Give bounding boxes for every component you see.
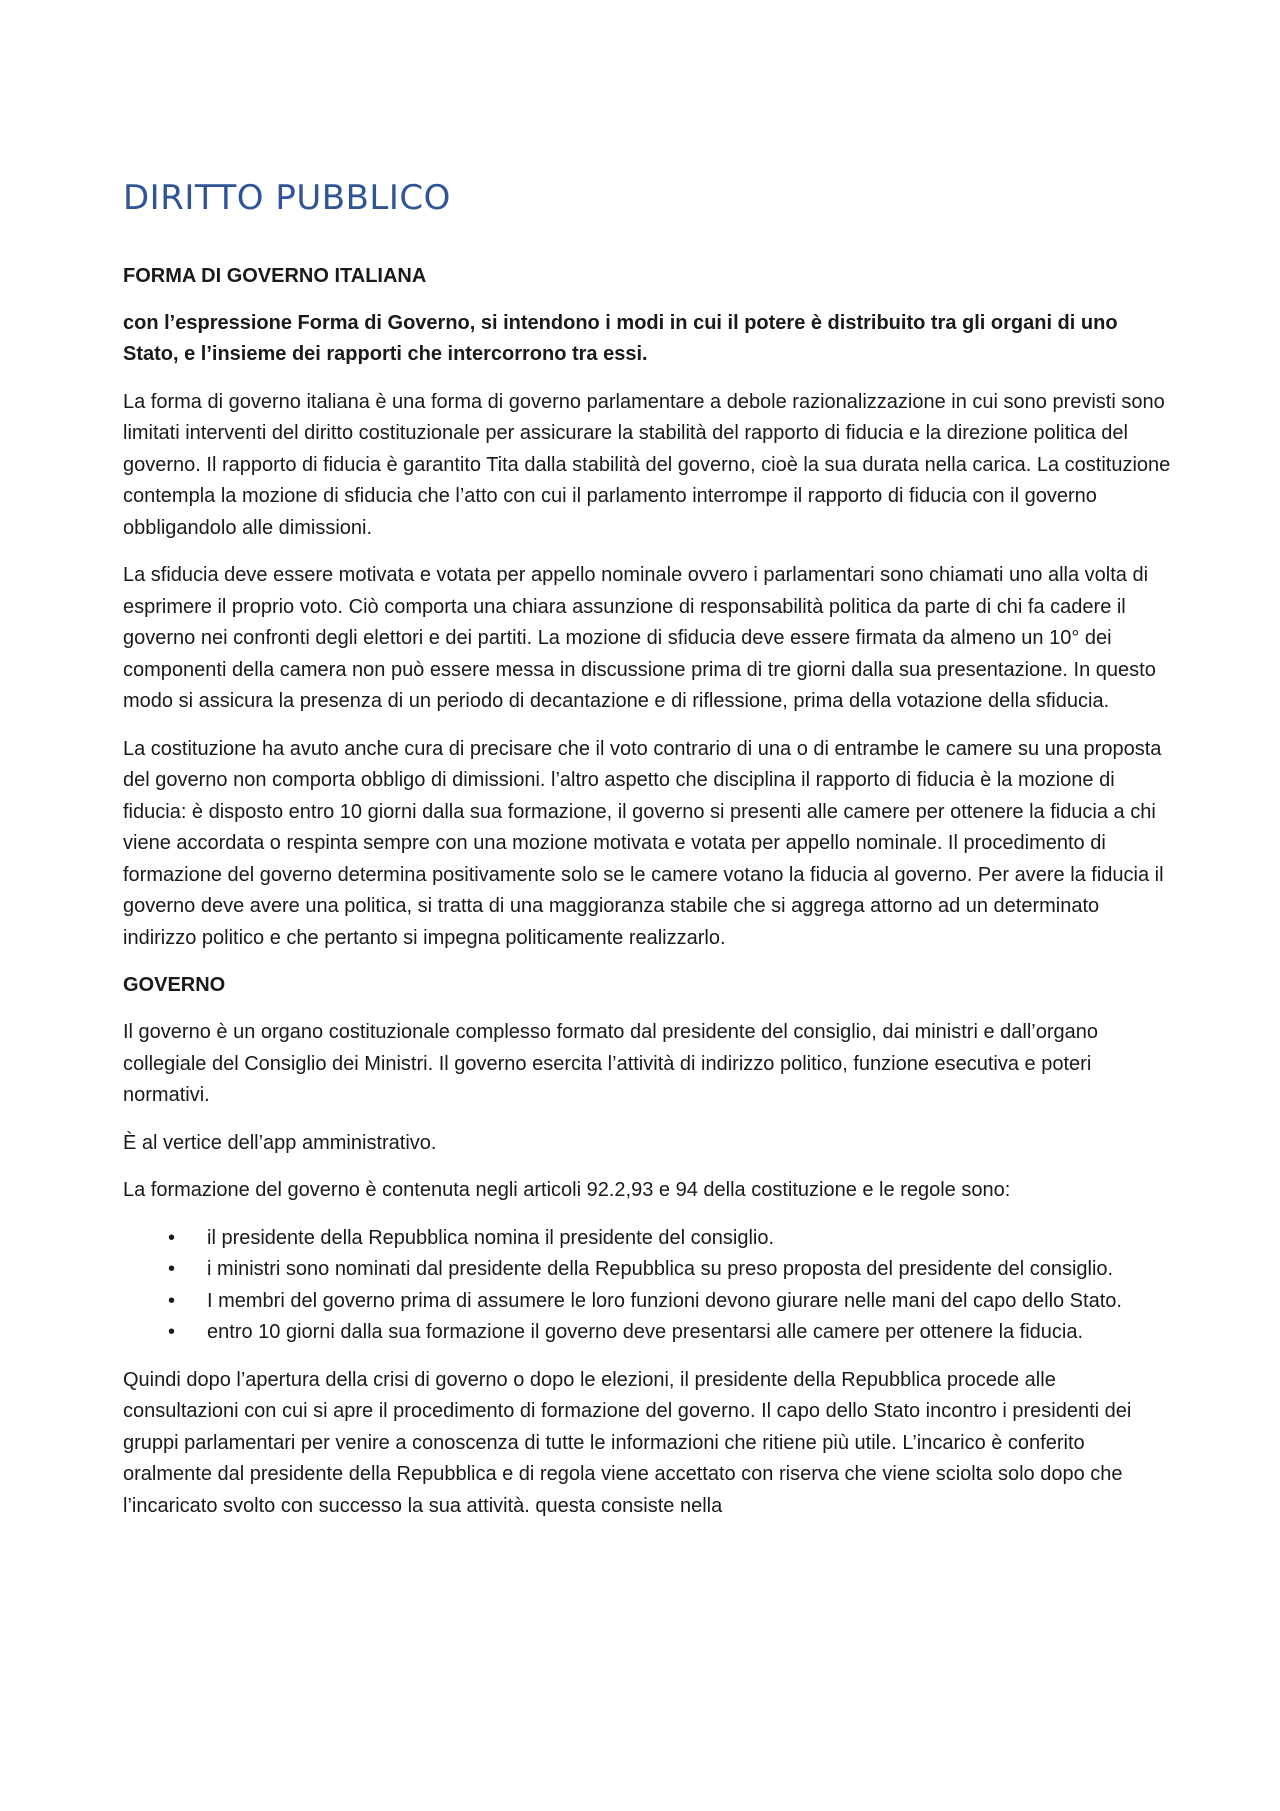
paragraph: La costituzione ha avuto anche cura di precisare che il voto contrario di una o di entrambe le camere su una proposta del governo non comporta obbligo di dimissioni. l’altro aspetto che disciplina il rapporto di fiducia è la mozione di fiducia: è disposto entro 10 giorni dalla sua formazione, il governo si presenti alle camere per ottenere la fiducia a chi viene accordata o respinta sempre con una mozione motivata e votata per appello nominale. Il procedimento di formazione del governo determina positivamente solo se le camere votano la fiducia al governo. Per avere la fiducia il governo deve avere una politica, si tratta di una maggioranza stabile che si aggrega attorno ad un determinato indirizzo politico e che pertanto si impegna politicamente realizzarlo. — [123, 737, 1164, 949]
paragraph: È al vertice dell’app amministrativo. — [123, 1131, 437, 1154]
document-page — [123, 178, 1175, 1538]
paragraph: Il governo è un organo costituzionale complesso formato dal presidente del consiglio, dai ministri e dall’organo collegiale del Consiglio dei Ministri. Il governo esercita l’attività di indirizzo politico, funzione esecutiva e poteri normativi. — [123, 1021, 1098, 1107]
list-item-text: il presidente della Repubblica nomina il presidente del consiglio. — [207, 1226, 775, 1249]
bullet-icon: • — [168, 1321, 176, 1344]
closing-paragraph: Quindi dopo l’apertura della crisi di governo o dopo le elezioni, il presidente della Repubblica procede alle consultazioni con cui si apre il procedimento di formazione del governo. Il capo dello Stato incontro i presidenti dei gruppi parlamentari per venire a conoscenza di tutte le informazioni che ritiene più utile. L’incarico è conferito oralmente dal presidente della Repubblica e di regola viene accettato con riserva che viene sciolta solo dopo che l’incaricato svolto con successo la sua attività. questa consiste nella — [123, 1368, 1132, 1517]
bullet-icon: • — [168, 1226, 176, 1249]
list-item — [123, 1254, 1175, 1286]
section-heading-forma-di-governo: FORMA DI GOVERNO ITALIANA — [123, 264, 427, 287]
list-item-text: I membri del governo prima di assumere le loro funzioni devono giurare nelle mani del capo dello Stato. — [207, 1289, 1122, 1312]
paragraph: La forma di governo italiana è una forma di governo parlamentare a debole razionalizzazione in cui sono previsti sono limitati interventi del diritto costituzionale per assicurare la stabilità del rapporto di fiducia e la direzione politica del governo. Il rapporto di fiducia è garantito Tita dalla stabilità del governo, cioè la sua durata nella carica. La costituzione contempla la mozione di sfiducia che l’atto con cui il parlamento interrompe il rapporto di fiducia con il governo obbligandolo alle dimissioni. — [123, 390, 1171, 539]
paragraph: La formazione del governo è contenuta negli articoli 92.2,93 e 94 della costituzione e le regole sono: — [123, 1179, 1011, 1202]
list-item-text: i ministri sono nominati dal presidente della Repubblica su preso proposta del presidente del consiglio. — [207, 1258, 1114, 1281]
document-title: DIRITTO PUBBLICO — [123, 178, 451, 218]
intro-bold-paragraph: con l’espressione Forma di Governo, si intendono i modi in cui il potere è distribuito tra gli organi di uno Stato, e l’insieme dei rapporti che intercorrono tra essi. — [123, 311, 1118, 366]
bullet-icon: • — [168, 1289, 176, 1312]
list-item-text: entro 10 giorni dalla sua formazione il governo deve presentarsi alle camere per ottenere la fiducia. — [207, 1321, 1084, 1344]
list-item — [123, 1317, 1175, 1349]
list-item — [123, 1286, 1175, 1318]
paragraph: La sfiducia deve essere motivata e votata per appello nominale ovvero i parlamentari sono chiamati uno alla volta di esprimere il proprio voto. Ciò comporta una chiara assunzione di responsabilità politica da parte di chi fa cadere il governo nei confronti degli elettori e dei partiti. La mozione di sfiducia deve essere firmata da almeno un 10° dei componenti della camera non può essere messa in discussione prima di tre giorni dalla sua presentazione. In questo modo si assicura la presenza di un periodo di decantazione e di riflessione, prima della votazione della sfiducia. — [123, 564, 1156, 713]
bullet-icon: • — [168, 1258, 176, 1281]
rules-bullet-list — [123, 1223, 1175, 1349]
section-heading-governo: GOVERNO — [123, 974, 226, 997]
list-item — [123, 1223, 1175, 1255]
